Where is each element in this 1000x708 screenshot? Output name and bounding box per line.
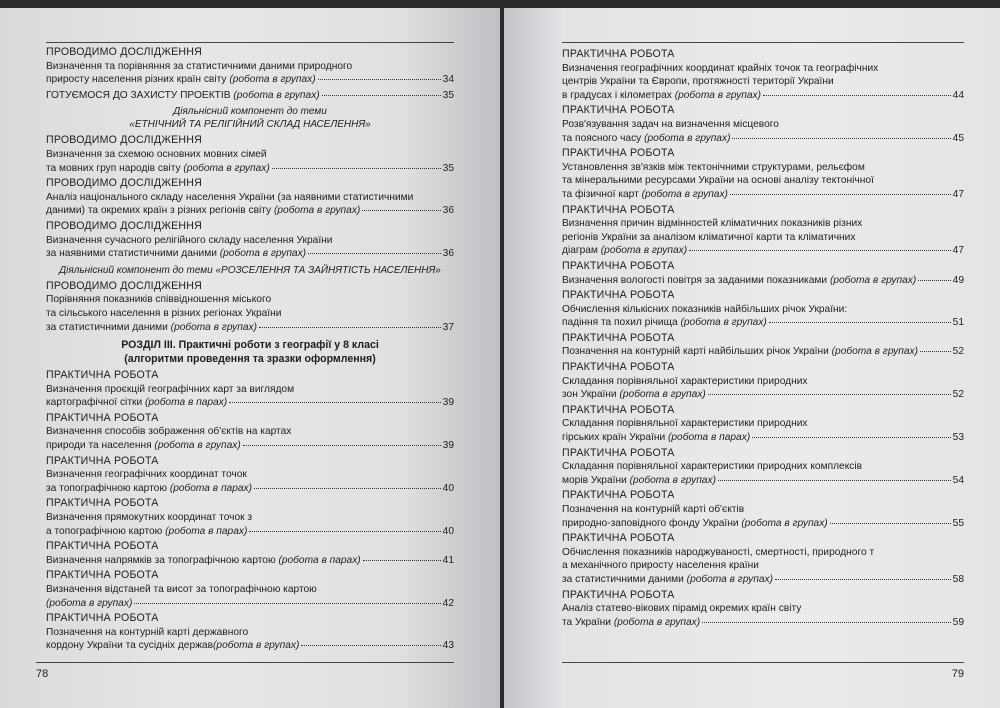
- entry-text-tail: [562, 244, 687, 258]
- toc-entry: [46, 220, 454, 261]
- dot-leader: [752, 437, 950, 438]
- theme-interlude: [46, 105, 454, 131]
- work-format-note: (робота в групах): [46, 597, 133, 609]
- entry-text-tail: [46, 321, 257, 335]
- toc-page-number: 45: [952, 132, 964, 144]
- entry-text-tail: [562, 388, 706, 402]
- entry-text-line: центрів України та Європи, протяжності території України: [562, 76, 834, 88]
- toc-page-number: 41: [442, 554, 454, 566]
- toc-entry: [46, 569, 454, 610]
- entry-heading: ПРАКТИЧНА РОБОТА: [562, 147, 675, 160]
- entry-text: морів України: [562, 474, 630, 486]
- entry-text: за статистичними даними: [46, 321, 171, 333]
- dot-leader: [732, 138, 950, 139]
- entry-last-line: [562, 431, 964, 445]
- entry-last-line: [46, 89, 454, 103]
- entry-text-tail: [562, 274, 916, 288]
- toc-entry: [46, 412, 454, 453]
- dot-leader: [830, 523, 951, 524]
- entry-text-tail: [46, 396, 227, 410]
- entry-text: та мовних груп народів світу: [46, 162, 184, 174]
- entry-text-line: Визначення причин відмінностей кліматичних показників різних: [562, 218, 863, 230]
- work-format-note: (робота в парах): [278, 554, 361, 566]
- toc-page-number: 52: [952, 346, 964, 358]
- toc-page-number: 47: [952, 188, 964, 200]
- top-rule: [46, 42, 454, 43]
- entry-text-tail: [46, 482, 252, 496]
- entry-text-tail: [562, 573, 773, 587]
- entry-last-line: [46, 482, 454, 496]
- entry-text: та України: [562, 616, 614, 628]
- toc-page-number: 51: [952, 317, 964, 329]
- entry-heading: ПРОВОДИМО ДОСЛІДЖЕННЯ: [46, 177, 202, 190]
- dot-leader: [708, 394, 951, 395]
- entry-text: ГОТУЄМОСЯ ДО ЗАХИСТУ ПРОЕКТІВ: [46, 89, 234, 101]
- toc-entry: [562, 361, 964, 402]
- dot-leader: [730, 194, 951, 195]
- entry-heading: ПРАКТИЧНА РОБОТА: [562, 532, 675, 545]
- entry-text-tail: [562, 345, 918, 359]
- entry-last-line: [46, 247, 454, 261]
- work-format-note: (робота в групах): [273, 205, 361, 217]
- entry-heading: ПРАКТИЧНА РОБОТА: [562, 331, 675, 344]
- toc-page-number: 49: [952, 274, 964, 286]
- entry-heading: ПРАКТИЧНА РОБОТА: [46, 369, 159, 382]
- entry-heading: ПРАКТИЧНА РОБОТА: [46, 454, 159, 467]
- toc-page-number: 59: [952, 616, 964, 628]
- entry-text-tail: [46, 204, 360, 218]
- dot-leader: [763, 95, 951, 96]
- entry-text-line: та мінеральними ресурсами України на основі аналізу тектонічної: [562, 175, 874, 187]
- toc-page-number: 34: [442, 74, 454, 86]
- work-format-note: (робота в групах): [829, 274, 917, 286]
- entry-text-line: Складання порівняльної характеристики природних: [562, 418, 808, 430]
- toc-entry: [46, 612, 454, 653]
- entry-last-line: [562, 474, 964, 488]
- entry-heading: ПРОВОДИМО ДОСЛІДЖЕННЯ: [46, 279, 202, 292]
- toc-entry: [562, 404, 964, 445]
- entry-text-tail: [562, 132, 730, 146]
- entry-text-tail: [46, 525, 247, 539]
- left-page: [0, 8, 500, 708]
- dot-leader: [769, 322, 951, 323]
- interlude-line: Діяльнісний компонент до теми «РОЗСЕЛЕННЯ ТА ЗАЙНЯТІСТЬ НАСЕЛЕННЯ»: [59, 264, 441, 276]
- entry-text: зон України: [562, 389, 620, 401]
- page-number-right: 79: [951, 668, 964, 680]
- entry-last-line: [562, 132, 964, 146]
- entry-text: Визначення напрямків за топографічною картою: [46, 554, 279, 566]
- toc-page-number: 40: [442, 482, 454, 494]
- entry-last-line: [562, 388, 964, 402]
- entry-text-line: Визначення за схемою основних мовних сімей: [46, 148, 267, 160]
- work-format-note: (робота в групах): [619, 389, 706, 401]
- section-heading: [46, 338, 454, 366]
- work-format-note: (робота в парах): [169, 482, 253, 494]
- entry-text: приросту населення різних країн світу: [46, 74, 230, 86]
- entry-last-line: [46, 396, 454, 410]
- dot-leader: [363, 560, 441, 561]
- section-line: РОЗДІЛ III. Практичні роботи з географії у 8 класі: [121, 339, 379, 352]
- entry-text-line: Розв'язування задач на визначення місцевого: [562, 118, 779, 130]
- entry-heading: ПРАКТИЧНА РОБОТА: [562, 361, 675, 374]
- entry-text-line: Складання порівняльної характеристики природних комплексів: [562, 461, 863, 473]
- entry-text-tail: [562, 474, 716, 488]
- toc-entry: [562, 447, 964, 488]
- toc-entry: [46, 280, 454, 334]
- work-format-note: (робота в групах): [154, 440, 241, 452]
- entry-text-line: а механічного приросту населення країни: [562, 560, 759, 572]
- work-format-note: (робота в групах): [641, 188, 728, 200]
- bottom-rule: [562, 662, 964, 663]
- toc-page-number: 52: [952, 389, 964, 401]
- interlude-line: Діяльнісний компонент до теми: [173, 106, 327, 118]
- entry-heading: ПРАКТИЧНА РОБОТА: [562, 446, 675, 459]
- entry-text-line: Обчислення показників народжуваності, смертності, природного т: [562, 546, 875, 558]
- toc-page-number: 42: [442, 597, 454, 609]
- entry-text-tail: [46, 439, 241, 453]
- entry-last-line: [46, 439, 454, 453]
- entry-text: картографічної сітки: [46, 397, 145, 409]
- entry-text-line: Визначення географічних координат крайніх точок та географічних: [562, 62, 879, 74]
- entry-last-line: [562, 188, 964, 202]
- work-format-note: (робота в групах): [229, 74, 316, 86]
- entry-text: за наявними статистичними даними: [46, 248, 220, 260]
- entry-text: а топографічною картою: [46, 525, 166, 537]
- work-format-note: (робота в групах): [686, 573, 774, 585]
- entry-text: природно-заповідного фонду України: [562, 517, 742, 529]
- toc-page-number: 54: [952, 474, 964, 486]
- entry-text: діаграм: [562, 245, 601, 257]
- toc-entry: [562, 532, 964, 586]
- entry-text-line: Обчислення кількісних показників найбільших річок України:: [562, 303, 848, 315]
- entry-text-tail: [562, 616, 700, 630]
- entry-last-line: [46, 639, 454, 653]
- toc-entry: [562, 589, 964, 630]
- entry-text-line: Визначення відстаней та висот за топографічною картою: [46, 584, 317, 595]
- entry-text-line: Визначення проєкцій географічних карт за виглядом: [46, 383, 295, 395]
- dot-leader: [249, 531, 440, 532]
- entry-heading: ПРАКТИЧНА РОБОТА: [46, 497, 159, 510]
- entry-heading: ПРАКТИЧНА РОБОТА: [562, 104, 675, 117]
- dot-leader: [689, 250, 951, 251]
- toc-entry: [562, 260, 964, 287]
- toc-entry: [562, 147, 964, 201]
- interlude-line: «ЕТНІЧНИЙ ТА РЕЛІГІЙНИЙ СКЛАД НАСЕЛЕННЯ»: [129, 119, 371, 131]
- entry-text: за топографічною картою: [46, 482, 170, 494]
- work-format-note: (робота в парах): [144, 397, 228, 409]
- entry-text-tail: [46, 89, 320, 103]
- dot-leader: [718, 480, 951, 481]
- section-line: (алгоритми проведення та зразки оформлення): [124, 353, 376, 366]
- toc-entry: [46, 540, 454, 567]
- toc-entry: [46, 134, 454, 175]
- dot-leader: [301, 645, 440, 646]
- toc-entry: [46, 46, 454, 87]
- toc-entry: [562, 104, 964, 145]
- entry-text-line: Визначення способів зображення об'єктів на картах: [46, 426, 292, 438]
- toc-right: [562, 48, 964, 631]
- work-format-note: (робота в групах): [183, 162, 270, 174]
- entry-text-tail: [46, 247, 306, 261]
- entry-text: в градусах і кілометрах: [562, 89, 675, 101]
- dot-leader: [920, 351, 951, 352]
- work-format-note: (робота в групах): [680, 317, 767, 329]
- entry-heading: ПРАКТИЧНА РОБОТА: [562, 289, 675, 302]
- entry-text-line: Аналіз національного складу населення України (за наявними статистичними: [46, 191, 414, 203]
- entry-text-tail: [562, 431, 750, 445]
- entry-text: та поясного часу: [562, 132, 645, 144]
- entry-text: Позначення на контурній карті найбільших річок України: [562, 346, 832, 358]
- dot-leader: [775, 579, 951, 580]
- dot-leader: [362, 210, 440, 211]
- dot-leader: [918, 280, 950, 281]
- entry-last-line: [46, 321, 454, 335]
- dot-leader: [229, 402, 440, 403]
- entry-text-line: Визначення сучасного релігійного складу населення України: [46, 234, 333, 246]
- dot-leader: [322, 95, 441, 96]
- entry-text-line: Позначення на контурній карті об'єктів: [562, 504, 745, 515]
- entry-text-tail: [562, 316, 767, 330]
- entry-last-line: [46, 204, 454, 218]
- toc-entry: [562, 48, 964, 102]
- entry-text: гірських країн України: [562, 432, 668, 444]
- toc-entry: [562, 489, 964, 530]
- entry-heading: ПРАКТИЧНА РОБОТА: [562, 588, 675, 601]
- entry-last-line: [562, 274, 964, 288]
- entry-text-line: Аналіз статево-вікових пірамід окремих країн світу: [562, 603, 802, 615]
- toc-entry: [46, 177, 454, 218]
- entry-last-line: [46, 162, 454, 176]
- entry-text-line: Установлення зв'язків між тектонічними структурами, рельєфом: [562, 161, 865, 173]
- entry-text: за статистичними даними: [562, 573, 687, 585]
- entry-text-line: Визначення прямокутних координат точок з: [46, 512, 253, 524]
- entry-last-line: [562, 244, 964, 258]
- toc-entry: [46, 455, 454, 496]
- entry-heading: ПРАКТИЧНА РОБОТА: [562, 259, 675, 272]
- entry-last-line: [562, 316, 964, 330]
- toc-entry: [46, 497, 454, 538]
- entry-last-line: [562, 89, 964, 103]
- toc-page-number: 36: [442, 205, 454, 217]
- entry-heading: ПРОВОДИМО ДОСЛІДЖЕННЯ: [46, 219, 202, 232]
- entry-text: Визначення вологості повітря за заданими показниками: [562, 274, 830, 286]
- toc-entry: [562, 332, 964, 359]
- entry-text-line: Позначення на контурній карті державного: [46, 626, 249, 638]
- work-format-note: (робота в групах): [233, 89, 320, 101]
- entry-heading: ПРАКТИЧНА РОБОТА: [46, 411, 159, 424]
- toc-entry: [562, 204, 964, 258]
- dot-leader: [272, 168, 441, 169]
- toc-page-number: 58: [952, 573, 964, 585]
- entry-text-tail: [46, 162, 270, 176]
- work-format-note: (робота в групах): [629, 474, 716, 486]
- dot-leader: [259, 327, 441, 328]
- work-format-note: (робота в групах): [831, 346, 918, 358]
- work-format-note: (робота в групах): [219, 248, 307, 260]
- entry-text-line: Визначення географічних координат точок: [46, 469, 247, 481]
- entry-text-line: регіонів України за аналізом кліматичної карти та кліматичних: [562, 231, 856, 243]
- work-format-note: (робота в парах): [165, 525, 248, 537]
- entry-heading: ПРОВОДИМО ДОСЛІДЖЕННЯ: [46, 46, 202, 58]
- toc-page-number: 53: [952, 432, 964, 444]
- entry-text-tail: [562, 188, 728, 202]
- toc-page-number: 35: [442, 89, 454, 101]
- entry-text-line: Порівняння показників співвідношення міського: [46, 294, 272, 306]
- toc-left: [46, 46, 454, 655]
- dot-leader: [702, 622, 950, 623]
- entry-text: та фізичної карт: [562, 188, 642, 200]
- toc-page-number: 44: [952, 89, 964, 101]
- entry-text-tail: [46, 639, 299, 653]
- work-format-note: (робота в парах): [667, 432, 751, 444]
- dot-leader: [308, 253, 441, 254]
- entry-text-tail: [46, 597, 132, 611]
- toc-page-number: 40: [442, 525, 454, 537]
- dot-leader: [134, 603, 440, 604]
- work-format-note: (робота в групах): [600, 245, 688, 257]
- entry-last-line: [46, 525, 454, 539]
- entry-last-line: [46, 554, 454, 568]
- toc-entry: [562, 289, 964, 330]
- entry-text: кордону України та сусідніх держав: [46, 640, 214, 652]
- entry-text-tail: [46, 73, 316, 87]
- entry-text-line: Визначення та порівняння за статистичними даними природного: [46, 60, 353, 72]
- entry-last-line: [46, 597, 454, 611]
- entry-heading: ПРАКТИЧНА РОБОТА: [562, 403, 675, 416]
- entry-last-line: [562, 517, 964, 531]
- entry-last-line: [562, 573, 964, 587]
- entry-text-tail: [562, 517, 828, 531]
- right-page: [504, 8, 1000, 708]
- entry-text-line: та сільського населення в різних регіонах України: [46, 307, 282, 319]
- entry-text: природи та населення: [46, 440, 155, 452]
- entry-last-line: [46, 73, 454, 87]
- work-format-note: (робота в групах): [613, 616, 701, 628]
- entry-heading: ПРОВОДИМО ДОСЛІДЖЕННЯ: [46, 134, 202, 147]
- entry-text-line: Складання порівняльної характеристики природних: [562, 375, 808, 387]
- work-format-note: (робота в групах): [644, 132, 731, 144]
- work-format-note: (робота в групах): [213, 640, 300, 652]
- toc-page-number: 39: [442, 440, 454, 452]
- work-format-note: (робота в групах): [741, 517, 828, 529]
- toc-page-number: 35: [442, 162, 454, 174]
- entry-last-line: [562, 345, 964, 359]
- entry-heading: ПРАКТИЧНА РОБОТА: [562, 203, 675, 216]
- toc-page-number: 43: [442, 640, 454, 652]
- toc-page-number: 55: [952, 517, 964, 529]
- toc-page-number: 47: [952, 245, 964, 257]
- toc-page-number: 39: [442, 397, 454, 409]
- entry-text-tail: [562, 89, 761, 103]
- toc-entry: [46, 89, 454, 103]
- entry-heading: ПРАКТИЧНА РОБОТА: [46, 540, 159, 553]
- bottom-rule: [36, 662, 454, 663]
- entry-text-tail: [46, 554, 361, 568]
- dot-leader: [254, 488, 441, 489]
- toc-entry: [46, 369, 454, 410]
- work-format-note: (робота в групах): [170, 321, 258, 333]
- entry-last-line: [562, 616, 964, 630]
- entry-text: падіння та похил річища: [562, 317, 681, 329]
- entry-text: даними) та окремих країн з різних регіонів світу: [46, 205, 274, 217]
- toc-page-number: 37: [442, 321, 454, 333]
- top-rule: [562, 42, 964, 43]
- toc-page-number: 36: [442, 248, 454, 260]
- page-number-left: 78: [36, 668, 49, 680]
- dot-leader: [318, 79, 441, 80]
- dot-leader: [243, 445, 441, 446]
- entry-heading: ПРАКТИЧНА РОБОТА: [46, 612, 159, 625]
- theme-interlude: [46, 264, 454, 277]
- entry-heading: ПРАКТИЧНА РОБОТА: [46, 569, 159, 582]
- entry-heading: ПРАКТИЧНА РОБОТА: [562, 489, 675, 502]
- entry-heading: ПРАКТИЧНА РОБОТА: [562, 48, 675, 60]
- work-format-note: (робота в групах): [674, 89, 762, 101]
